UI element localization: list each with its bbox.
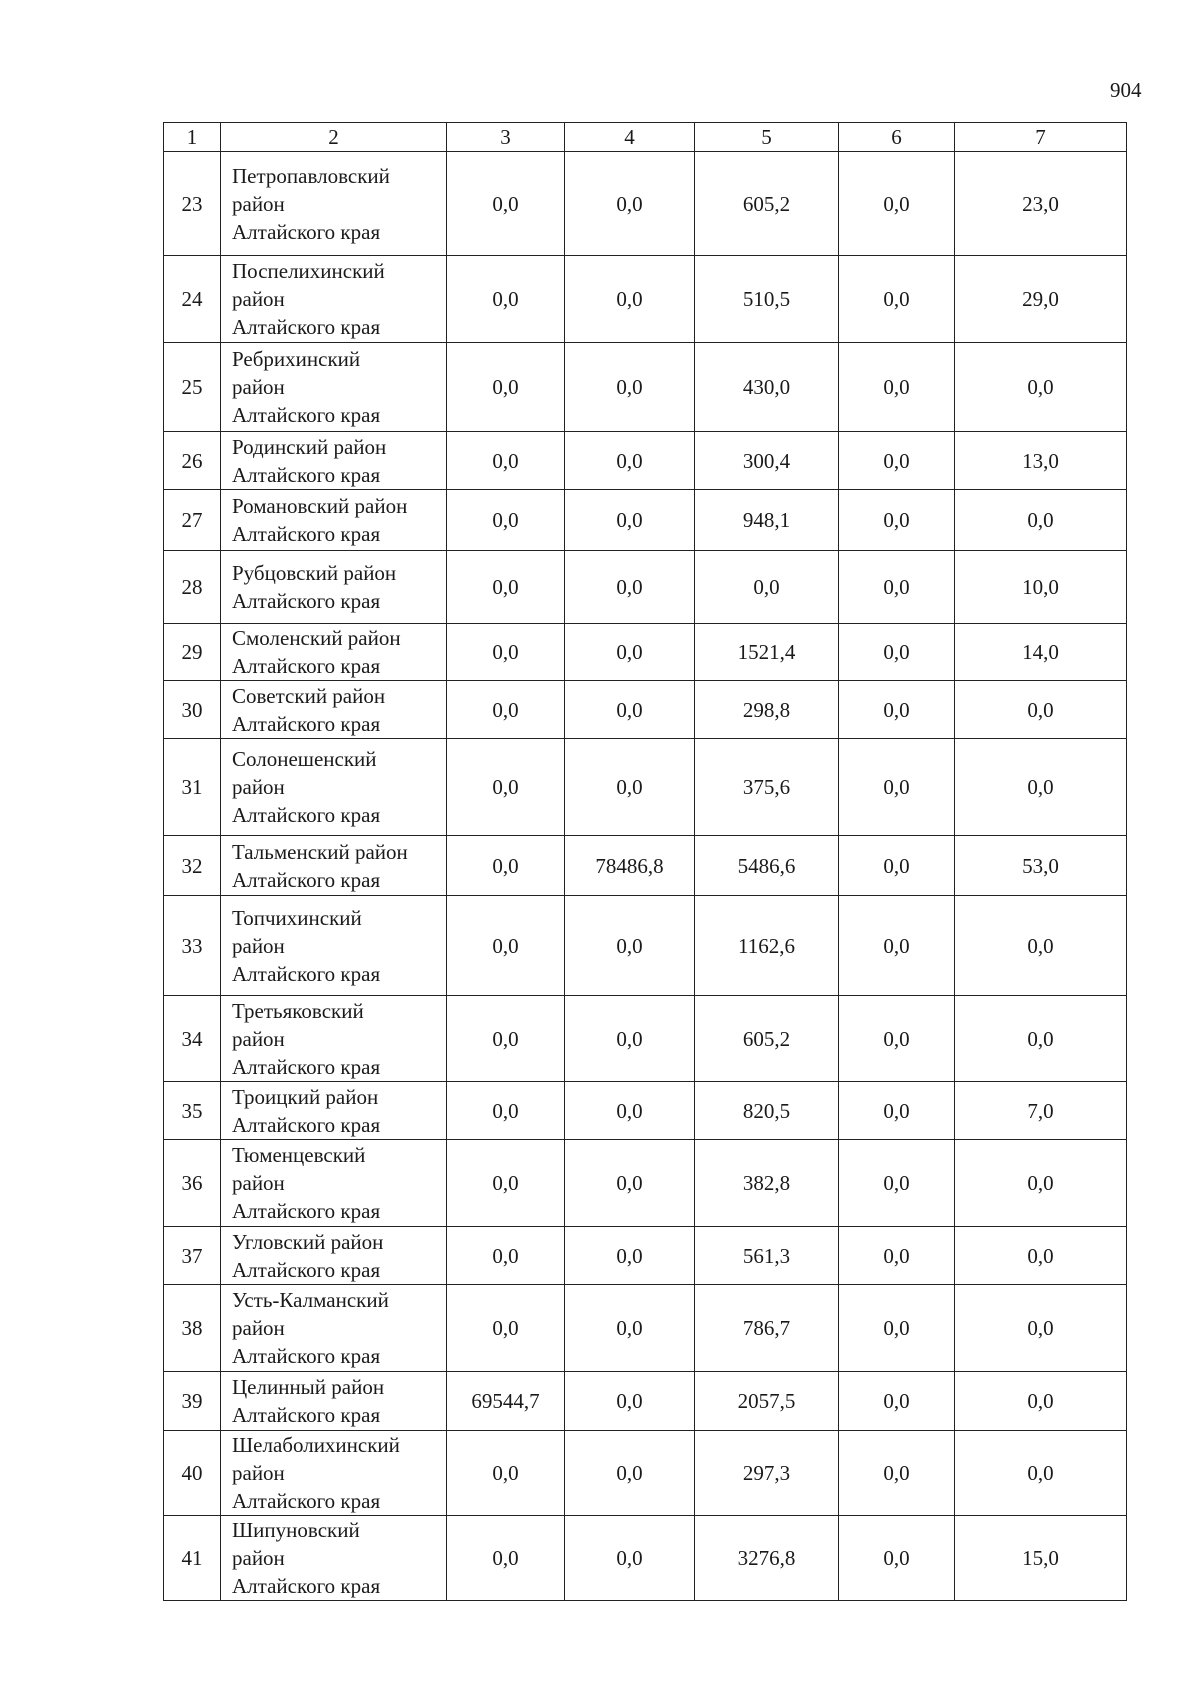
value-cell-7: 0,0 bbox=[955, 996, 1127, 1082]
value-cell-7: 0,0 bbox=[955, 1285, 1127, 1372]
table-row bbox=[164, 1227, 1127, 1285]
value-cell-6: 0,0 bbox=[839, 739, 955, 836]
district-name-line: район bbox=[232, 1171, 285, 1195]
value-cell-4: 0,0 bbox=[565, 624, 695, 681]
table-row bbox=[164, 996, 1127, 1082]
value-cell-5: 5486,6 bbox=[695, 836, 839, 896]
district-name-line: Тальменский район bbox=[232, 839, 408, 864]
row-number: 27 bbox=[164, 490, 221, 551]
district-name-line: Рубцовский район bbox=[232, 561, 397, 585]
district-name-line: Смоленский район bbox=[232, 626, 401, 650]
district-name bbox=[221, 739, 447, 836]
district-name bbox=[221, 624, 447, 681]
district-name bbox=[221, 1227, 447, 1285]
district-name bbox=[221, 343, 447, 432]
district-name-line: Алтайского края bbox=[232, 1199, 381, 1223]
value-cell-3: 0,0 bbox=[447, 1227, 565, 1285]
row-number: 33 bbox=[164, 896, 221, 996]
value-cell-6: 0,0 bbox=[839, 896, 955, 996]
value-cell-7: 10,0 bbox=[955, 551, 1127, 624]
value-cell-7: 0,0 bbox=[955, 490, 1127, 551]
row-number: 32 bbox=[164, 836, 221, 896]
value-cell-6: 0,0 bbox=[839, 1285, 955, 1372]
value-cell-5: 297,3 bbox=[695, 1431, 839, 1516]
district-name-line: Ребрихинский bbox=[232, 347, 361, 371]
row-number: 28 bbox=[164, 551, 221, 624]
district-name-line: Алтайского края bbox=[232, 803, 381, 827]
table-body bbox=[164, 152, 1127, 1601]
table-row bbox=[164, 551, 1127, 624]
district-name bbox=[221, 1372, 447, 1431]
table-row bbox=[164, 152, 1127, 256]
value-cell-6: 0,0 bbox=[839, 432, 955, 490]
district-name-line: Алтайского края bbox=[232, 315, 381, 339]
district-name-line: Родинский район bbox=[232, 434, 387, 459]
value-cell-5: 298,8 bbox=[695, 681, 839, 739]
district-name-line: Шелаболихинский bbox=[232, 1433, 400, 1457]
header-cell-7: 7 bbox=[955, 123, 1127, 152]
value-cell-5: 0,0 bbox=[695, 551, 839, 624]
value-cell-4: 0,0 bbox=[565, 1227, 695, 1285]
value-cell-5: 375,6 bbox=[695, 739, 839, 836]
table-header bbox=[164, 123, 1127, 152]
district-name bbox=[221, 551, 447, 624]
value-cell-4: 0,0 bbox=[565, 896, 695, 996]
table-row bbox=[164, 1431, 1127, 1516]
header-row bbox=[164, 123, 1127, 152]
value-cell-3: 0,0 bbox=[447, 896, 565, 996]
page-number: 904 bbox=[1110, 78, 1142, 102]
value-cell-5: 605,2 bbox=[695, 996, 839, 1082]
district-name-line: район bbox=[232, 191, 285, 216]
value-cell-5: 430,0 bbox=[695, 343, 839, 432]
value-cell-7: 0,0 bbox=[955, 739, 1127, 836]
district-name-line: Тюменцевский bbox=[232, 1143, 366, 1167]
value-cell-4: 0,0 bbox=[565, 1516, 695, 1601]
district-name-line: Алтайского края bbox=[232, 522, 381, 546]
value-cell-4: 0,0 bbox=[565, 432, 695, 490]
value-cell-7: 0,0 bbox=[955, 1227, 1127, 1285]
row-number: 26 bbox=[164, 432, 221, 490]
table-row bbox=[164, 343, 1127, 432]
row-number: 35 bbox=[164, 1082, 221, 1140]
value-cell-6: 0,0 bbox=[839, 624, 955, 681]
value-cell-7: 0,0 bbox=[955, 1431, 1127, 1516]
value-cell-5: 1521,4 bbox=[695, 624, 839, 681]
district-name-line: Алтайского края bbox=[232, 711, 381, 736]
district-name bbox=[221, 1082, 447, 1140]
row-number: 40 bbox=[164, 1431, 221, 1516]
table-row bbox=[164, 256, 1127, 343]
district-name bbox=[221, 1285, 447, 1372]
value-cell-3: 0,0 bbox=[447, 996, 565, 1082]
district-name-line: Алтайского края bbox=[232, 219, 381, 244]
table-row bbox=[164, 624, 1127, 681]
table-row bbox=[164, 836, 1127, 896]
header-cell-4: 4 bbox=[565, 123, 695, 152]
district-name bbox=[221, 1431, 447, 1516]
table-row bbox=[164, 1516, 1127, 1601]
value-cell-7: 0,0 bbox=[955, 681, 1127, 739]
district-name-line: Алтайского края bbox=[232, 589, 381, 613]
value-cell-4: 0,0 bbox=[565, 681, 695, 739]
value-cell-3: 0,0 bbox=[447, 1140, 565, 1227]
table-row bbox=[164, 1372, 1127, 1431]
table-row bbox=[164, 896, 1127, 996]
value-cell-5: 382,8 bbox=[695, 1140, 839, 1227]
district-name bbox=[221, 152, 447, 256]
district-name-line: Усть-Калманский bbox=[232, 1288, 389, 1312]
value-cell-3: 0,0 bbox=[447, 836, 565, 896]
district-name-line: Целинный район bbox=[232, 1375, 385, 1399]
header-cell-5: 5 bbox=[695, 123, 839, 152]
value-cell-7: 29,0 bbox=[955, 256, 1127, 343]
table-row bbox=[164, 432, 1127, 490]
value-cell-6: 0,0 bbox=[839, 681, 955, 739]
district-name bbox=[221, 896, 447, 996]
value-cell-6: 0,0 bbox=[839, 836, 955, 896]
value-cell-5: 510,5 bbox=[695, 256, 839, 343]
value-cell-3: 0,0 bbox=[447, 681, 565, 739]
district-name-line: район bbox=[232, 1461, 285, 1485]
header-cell-6: 6 bbox=[839, 123, 955, 152]
value-cell-5: 820,5 bbox=[695, 1082, 839, 1140]
value-cell-6: 0,0 bbox=[839, 1227, 955, 1285]
value-cell-4: 0,0 bbox=[565, 490, 695, 551]
district-name-line: район bbox=[232, 1546, 285, 1570]
district-name bbox=[221, 996, 447, 1082]
district-name-line: Алтайского края bbox=[232, 403, 381, 427]
district-name-line: район bbox=[232, 1026, 285, 1051]
value-cell-6: 0,0 bbox=[839, 1082, 955, 1140]
header-cell-1: 1 bbox=[164, 123, 221, 152]
value-cell-5: 1162,6 bbox=[695, 896, 839, 996]
value-cell-3: 0,0 bbox=[447, 551, 565, 624]
district-name-line: Угловский район bbox=[232, 1229, 384, 1254]
table-row bbox=[164, 1285, 1127, 1372]
value-cell-6: 0,0 bbox=[839, 256, 955, 343]
value-cell-7: 0,0 bbox=[955, 896, 1127, 996]
value-cell-7: 53,0 bbox=[955, 836, 1127, 896]
value-cell-4: 0,0 bbox=[565, 739, 695, 836]
row-number: 41 bbox=[164, 1516, 221, 1601]
value-cell-4: 0,0 bbox=[565, 996, 695, 1082]
row-number: 31 bbox=[164, 739, 221, 836]
row-number: 37 bbox=[164, 1227, 221, 1285]
district-name bbox=[221, 256, 447, 343]
value-cell-3: 0,0 bbox=[447, 1431, 565, 1516]
value-cell-4: 0,0 bbox=[565, 1285, 695, 1372]
district-name-line: район bbox=[232, 933, 285, 958]
value-cell-5: 300,4 bbox=[695, 432, 839, 490]
data-table bbox=[163, 122, 1127, 1601]
value-cell-4: 0,0 bbox=[565, 1431, 695, 1516]
district-name-line: Алтайского края bbox=[232, 1054, 381, 1079]
value-cell-4: 78486,8 bbox=[565, 836, 695, 896]
district-name-line: район bbox=[232, 287, 285, 311]
district-name-line: район bbox=[232, 375, 285, 399]
district-name-line: Алтайского края bbox=[232, 867, 381, 892]
district-name-line: Алтайского края bbox=[232, 654, 381, 678]
district-name-line: Поспелихинский bbox=[232, 259, 385, 283]
value-cell-6: 0,0 bbox=[839, 1372, 955, 1431]
district-name-line: Троицкий район bbox=[232, 1084, 379, 1109]
value-cell-7: 14,0 bbox=[955, 624, 1127, 681]
value-cell-7: 23,0 bbox=[955, 152, 1127, 256]
district-name-line: Алтайского края bbox=[232, 1574, 381, 1598]
value-cell-3: 0,0 bbox=[447, 739, 565, 836]
district-name-line: Топчихинский bbox=[232, 905, 362, 930]
district-name-line: Романовский район bbox=[232, 494, 408, 518]
district-name bbox=[221, 490, 447, 551]
value-cell-4: 0,0 bbox=[565, 1140, 695, 1227]
value-cell-4: 0,0 bbox=[565, 256, 695, 343]
district-name-line: Алтайского края bbox=[232, 462, 381, 487]
district-name-line: Шипуновский bbox=[232, 1518, 360, 1542]
district-name bbox=[221, 1140, 447, 1227]
value-cell-6: 0,0 bbox=[839, 152, 955, 256]
value-cell-4: 0,0 bbox=[565, 551, 695, 624]
value-cell-5: 3276,8 bbox=[695, 1516, 839, 1601]
district-name-line: Алтайского края bbox=[232, 961, 381, 986]
value-cell-3: 0,0 bbox=[447, 1082, 565, 1140]
value-cell-3: 69544,7 bbox=[447, 1372, 565, 1431]
value-cell-7: 0,0 bbox=[955, 1140, 1127, 1227]
value-cell-7: 7,0 bbox=[955, 1082, 1127, 1140]
district-name-line: район bbox=[232, 775, 285, 799]
district-name bbox=[221, 681, 447, 739]
value-cell-3: 0,0 bbox=[447, 624, 565, 681]
value-cell-5: 786,7 bbox=[695, 1285, 839, 1372]
value-cell-5: 561,3 bbox=[695, 1227, 839, 1285]
row-number: 30 bbox=[164, 681, 221, 739]
value-cell-6: 0,0 bbox=[839, 1516, 955, 1601]
value-cell-3: 0,0 bbox=[447, 1516, 565, 1601]
district-name-line: Алтайского края bbox=[232, 1403, 381, 1427]
district-name-line: Третьяковский bbox=[232, 998, 364, 1023]
row-number: 39 bbox=[164, 1372, 221, 1431]
district-name-line: Петропавловский bbox=[232, 163, 390, 188]
value-cell-4: 0,0 bbox=[565, 343, 695, 432]
district-name bbox=[221, 432, 447, 490]
table-row bbox=[164, 1140, 1127, 1227]
district-name-line: район bbox=[232, 1316, 285, 1340]
value-cell-4: 0,0 bbox=[565, 152, 695, 256]
value-cell-6: 0,0 bbox=[839, 1140, 955, 1227]
value-cell-4: 0,0 bbox=[565, 1372, 695, 1431]
value-cell-3: 0,0 bbox=[447, 490, 565, 551]
header-cell-3: 3 bbox=[447, 123, 565, 152]
table-row bbox=[164, 1082, 1127, 1140]
value-cell-7: 15,0 bbox=[955, 1516, 1127, 1601]
value-cell-6: 0,0 bbox=[839, 551, 955, 624]
value-cell-4: 0,0 bbox=[565, 1082, 695, 1140]
value-cell-5: 948,1 bbox=[695, 490, 839, 551]
value-cell-6: 0,0 bbox=[839, 343, 955, 432]
value-cell-6: 0,0 bbox=[839, 490, 955, 551]
table-row bbox=[164, 490, 1127, 551]
value-cell-7: 0,0 bbox=[955, 1372, 1127, 1431]
district-name-line: Советский район bbox=[232, 683, 386, 708]
district-name bbox=[221, 1516, 447, 1601]
value-cell-3: 0,0 bbox=[447, 1285, 565, 1372]
district-name-line: Алтайского края bbox=[232, 1112, 381, 1137]
header-cell-2: 2 bbox=[221, 123, 447, 152]
district-name-line: Алтайского края bbox=[232, 1257, 381, 1282]
value-cell-6: 0,0 bbox=[839, 996, 955, 1082]
value-cell-5: 2057,5 bbox=[695, 1372, 839, 1431]
district-name-line: Алтайского края bbox=[232, 1344, 381, 1368]
value-cell-7: 13,0 bbox=[955, 432, 1127, 490]
row-number: 34 bbox=[164, 996, 221, 1082]
district-name bbox=[221, 836, 447, 896]
row-number: 24 bbox=[164, 256, 221, 343]
value-cell-6: 0,0 bbox=[839, 1431, 955, 1516]
row-number: 36 bbox=[164, 1140, 221, 1227]
value-cell-7: 0,0 bbox=[955, 343, 1127, 432]
district-name-line: Солонешенский bbox=[232, 747, 377, 771]
row-number: 25 bbox=[164, 343, 221, 432]
value-cell-3: 0,0 bbox=[447, 256, 565, 343]
row-number: 23 bbox=[164, 152, 221, 256]
table-row bbox=[164, 681, 1127, 739]
value-cell-3: 0,0 bbox=[447, 432, 565, 490]
value-cell-5: 605,2 bbox=[695, 152, 839, 256]
district-name-line: Алтайского края bbox=[232, 1489, 381, 1513]
value-cell-3: 0,0 bbox=[447, 152, 565, 256]
row-number: 29 bbox=[164, 624, 221, 681]
row-number: 38 bbox=[164, 1285, 221, 1372]
value-cell-3: 0,0 bbox=[447, 343, 565, 432]
table-row bbox=[164, 739, 1127, 836]
